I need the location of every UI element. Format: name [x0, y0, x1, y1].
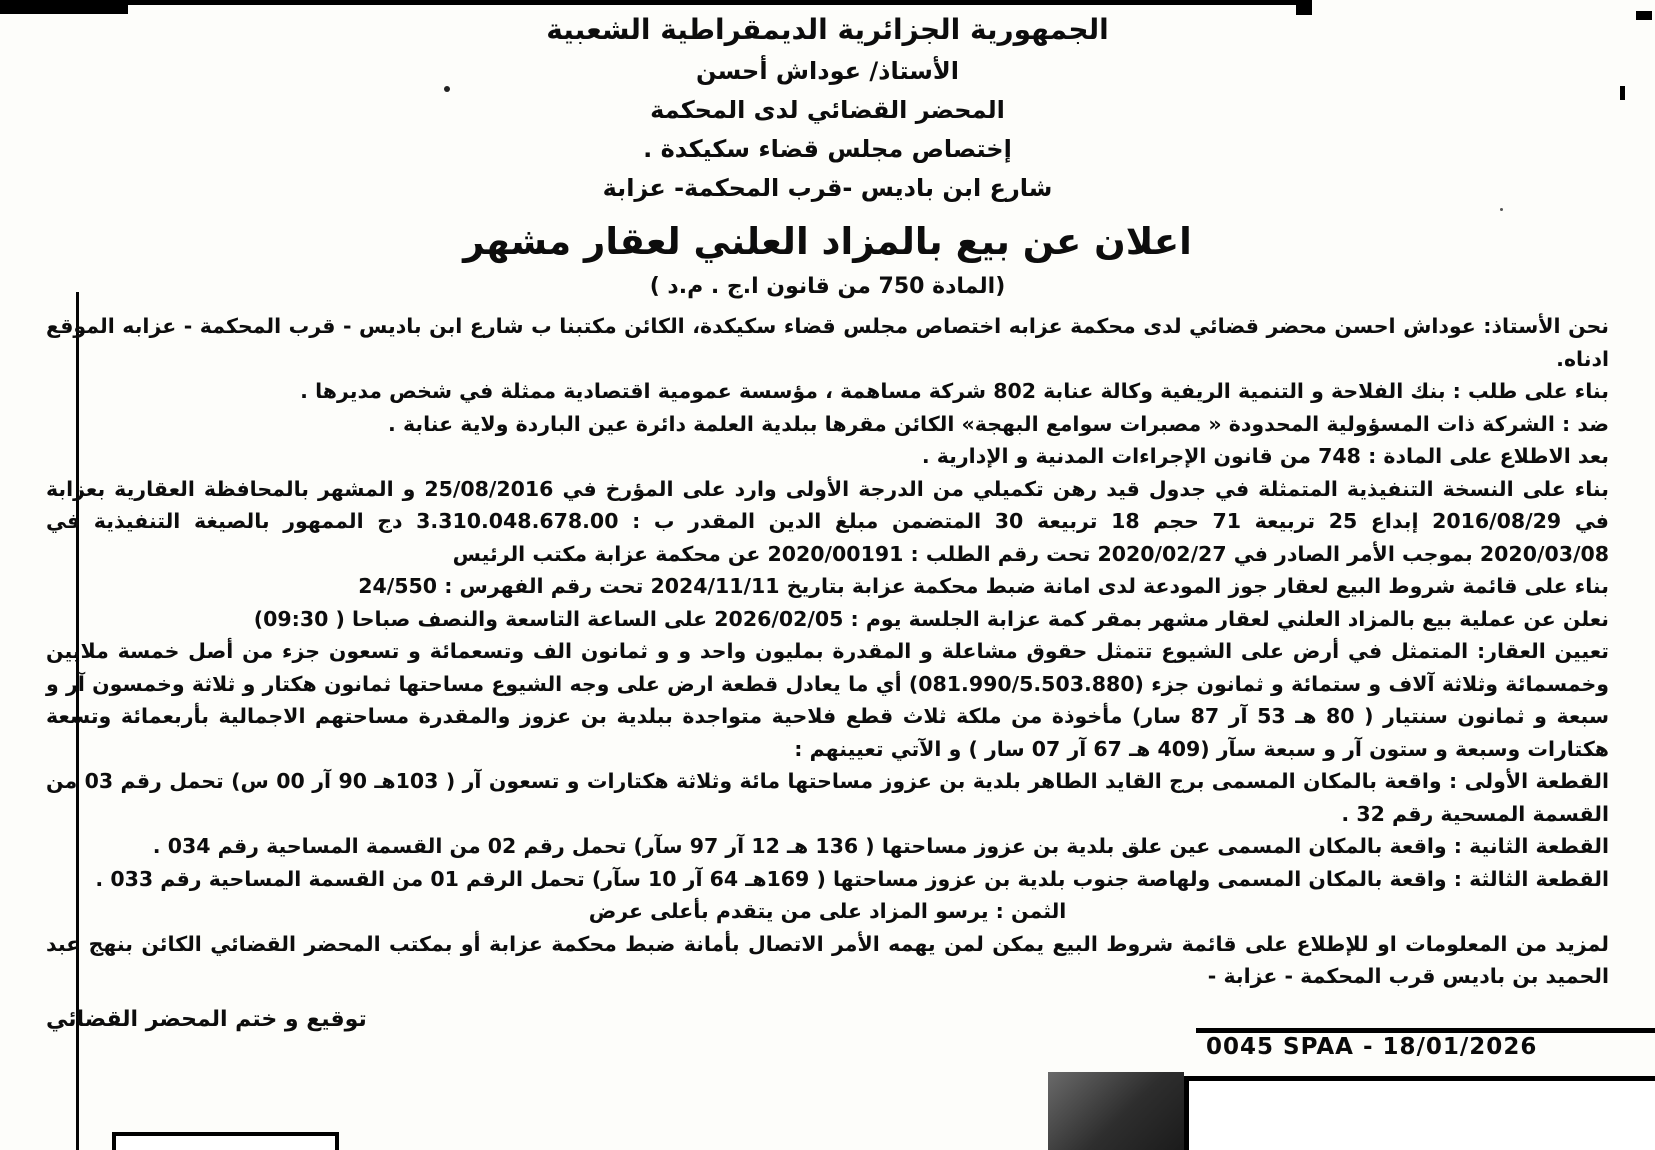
paragraph-property-designation: تعيين العقار: المتمثل في أرض على الشيوع تتمثل حقوق مشاعلة و المقدرة بمليون واحد و و ثمانون الف وتسعمائة و تسعون جزء من أصل خمسة ملايين وخمسمائة وثلاثة آلاف و ستمائة و ثمانون جزء (081.990/5.503.880) أي ما يعادل قطعة ارض على وجه الشيوع مساحتها ثمانون هكتار و ثلاثة وخمسون آر و سبعة و ثمانون سنتيار ( 80 هـ 53 آر 87 سار) مأخوذة من ملكة ثلاث قطع فلاحية متواجدة ببلدية بن عزوز والمقدرة مساحتهم الاجمالية بأربعمائة وتسعة هكتارات وسبعة و ستون آر و سبعة سآر (409 هـ 67 آر 07 سار ) و الآتي تعيينهم : [46, 639, 1609, 761]
signature-row [46, 993, 1609, 1032]
paragraph-auction-announcement: نعلن عن عملية بيع بالمزاد العلني لعقار مشهر بمقر كمة عزابة الجلسة يوم : 2026/02/05 على الساعة التاسعة والنصف صباحا ( 09:30) [253, 606, 1609, 631]
publication-reference: 0045 SPAA - 18/01/2026 [1206, 1034, 1538, 1060]
scan-artifact-bottom-left-box [112, 1132, 339, 1150]
paragraph-legal-article-748: بعد الاطلاع على المادة : 748 من قانون الإجراءات المدنية و الإدارية . [921, 444, 1609, 468]
scan-artifact-top-line [124, 0, 1312, 5]
paragraph-at-request-of: بناء على طلب : بنك الفلاحة و التنمية الريفية وكالة عنابة 802 شركة مساهمة ، مؤسسة عمومية اقتصادية ممثلة في شخص مديرها . [300, 379, 1609, 403]
scan-artifact-right-tick [1620, 86, 1625, 100]
scan-artifact-corner-tick [1636, 11, 1652, 20]
legal-basis-line: (المادة 750 من قانون ا.ج . م.د ) [649, 274, 1006, 299]
paragraph-price-terms: الثمن : يرسو المزاد على من يتقدم بأعلى عرض [588, 899, 1067, 923]
officer-name: الأستاذ/ عوداش أحسن [696, 57, 959, 85]
page-title: اعلان عن بيع بالمزاد العلني لعقار مشهر [463, 220, 1192, 263]
paragraph-contact-info: لمزيد من المعلومات او للإطلاع على قائمة شروط البيع يمكن لمن يهمه الأمر الاتصال بأمانة ضبط محكمة عزابة أو بمكتب المحضر القضائي الكائن بنهج عبد الحميد بن باديس قرب المحكمة - عزابة - [46, 931, 1609, 988]
paragraph-sale-conditions-list: بناء على قائمة شروط البيع لعقار جوز المودعة لدى امانة ضبط محكمة عزابة بتاريخ 2024/11/11 تحت رقم الفهرس : 24/550 [358, 574, 1609, 598]
document-content [46, 8, 1609, 1032]
paragraph-plot-two: القطعة الثانية : واقعة بالمكان المسمى عين علق بلدية بن عزوز مساحتها ( 136 هـ 12 آر 97 سآر) تحمل رقم 02 من القسمة المساحية رقم 034 . [152, 834, 1609, 858]
paragraph-against-party: ضد : الشركة ذات المسؤولية المحدودة « مصبرات سوامع البهجة» الكائن مقرها ببلدية العلمة دائرة عين الباردة ولاية عنابة . [388, 411, 1609, 436]
office-address: شارع ابن باديس -قرب المحكمة- عزابة [602, 174, 1053, 202]
paragraph-plot-one: القطعة الأولى : واقعة بالمكان المسمى برج القايد الطاهر بلدية بن عزوز مساحتها مائة وثلاثة هكتارات و تسعون آر ( 103هـ 90 آر 00 س) تحمل رقم 03 من القسمة المسحية رقم 32 . [46, 769, 1609, 826]
republic-heading: الجمهورية الجزائرية الديمقراطية الشعبية [546, 13, 1109, 46]
signature-line: توقيع و ختم المحضر القضائي [46, 1006, 367, 1032]
scan-artifact-bottom-right-box [1184, 1076, 1655, 1150]
scan-artifact-reference-rule [1196, 1028, 1655, 1033]
paragraph-executive-copy: بناء على النسخة التنفيذية المتمثلة في جدول قيد رهن تكميلي من الدرجة الأولى وارد على المؤرخ في 25/08/2016 و المشهر بالمحافظة العقارية بعزابة في 2016/08/29 إبداع 25 تربيعة 71 حجم 18 تربيعة 30 المتضمن مبلغ الدين المقدر ب : 3.310.048.678.00 دج الممهور بالصيغة التنفيذية في 2020/03/08 بموجب الأمر الصادر في 2020/02/27 تحت رقم الطلب : 2020/00191 عن محكمة عزابة مكتب الرئيس [46, 476, 1609, 566]
court-jurisdiction: إختصاص مجلس قضاء سكيكدة . [643, 135, 1012, 163]
officer-title: المحضر القضائي لدى المحكمة [650, 96, 1005, 124]
scan-artifact-dark-block [1048, 1072, 1184, 1150]
paragraph-plot-three: القطعة الثالثة : واقعة بالمكان المسمى ولهاصة جنوب بلدية بن عزوز مساحتها ( 169هـ 64 آر 10 سآر) تحمل الرقم 01 من القسمة المساحية رقم 033 . [95, 866, 1609, 891]
paragraph-intro-bailiff: نحن الأستاذ: عوداش احسن محضر قضائي لدى محكمة عزابه اختصاص مجلس قضاء سكيكدة، الكائن مكتبنا ب شارع ابن باديس - قرب المحكمة - عزابه الموقع ادناه. [46, 314, 1609, 371]
